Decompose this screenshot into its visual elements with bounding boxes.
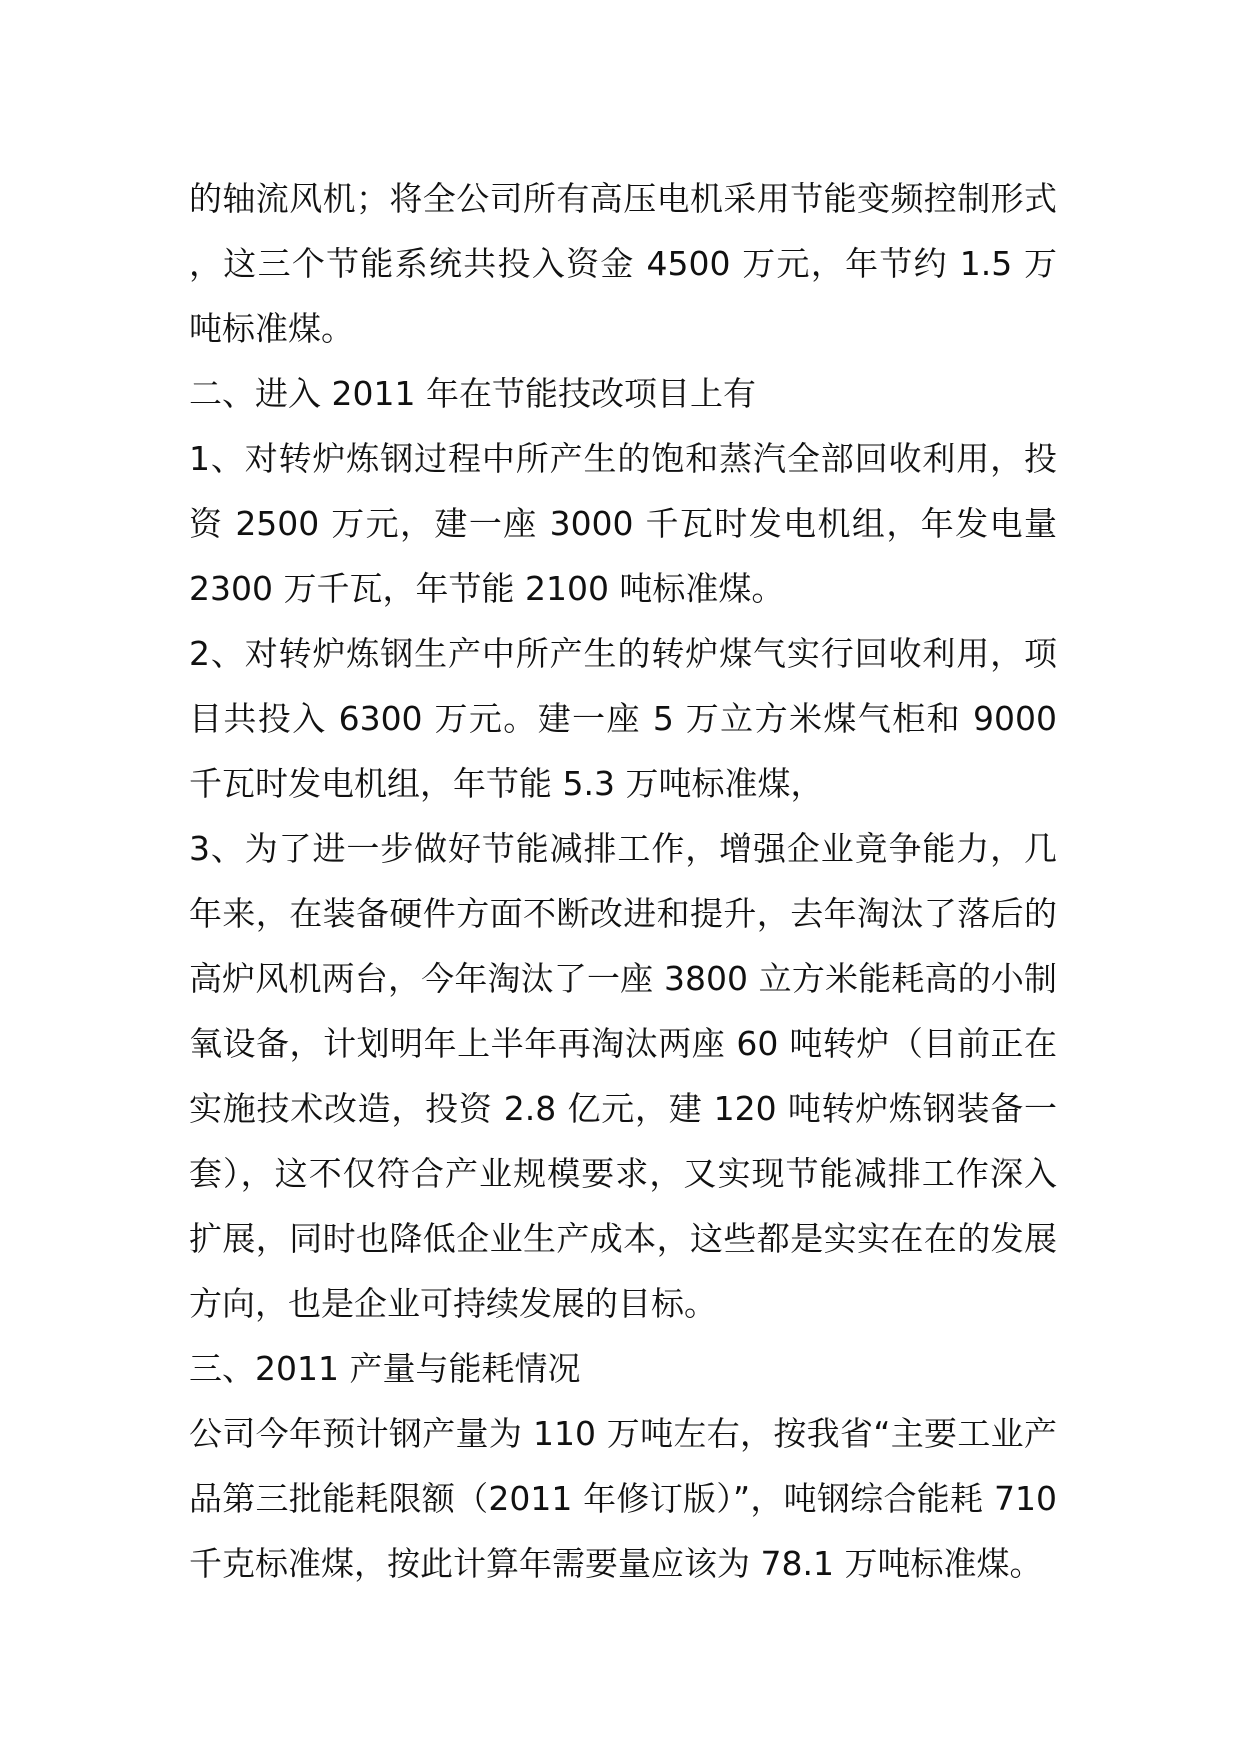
document-body (189, 166, 1057, 1596)
list-item-gas-recovery: 2、对转炉炼钢生产中所产生的转炉煤气实行回收利用，项目共投入 6300 万元。建一座 5 万立方米煤气柜和 9000 千瓦时发电机组，年节能 5.3 万吨标准煤， (189, 634, 1057, 803)
section-heading-output-energy: 三、2011 产量与能耗情况 (189, 1349, 581, 1388)
list-item-steam-recovery: 1、对转炉炼钢过程中所产生的饱和蒸汽全部回收利用，投资 2500 万元，建一座 3000 千瓦时发电机组，年发电量 2300 万千瓦，年节能 2100 吨标准煤。 (189, 439, 1057, 608)
list-item-equipment-upgrade: 3、为了进一步做好节能减排工作，增强企业竟争能力，几年来，在装备硬件方面不断改进和提升，去年淘汰了落后的高炉风机两台，今年淘汰了一座 3800 立方米能耗高的小制氧设备，计划明年上半年再淘汰两座 60 吨转炉（目前正在实施技术改造，投资 2.8 亿元，建 120 吨转炉炼钢装备一套），这不仅符合产业规模要求，又实现节能减排工作深入扩展，同时也降低企业生产成本，这些都是实实在在的发展方向，也是企业可持续发展的目标。 (189, 829, 1057, 1323)
paragraph-output-estimate: 公司今年预计钢产量为 110 万吨左右，按我省“主要工业产品第三批能耗限额（2011 年修订版）”，吨钢综合能耗 710 千克标准煤，按此计算年需要量应该为 78.1 万吨标准煤。 (189, 1414, 1057, 1583)
paragraph-fan-summary: 的轴流风机；将全公司所有高压电机采用节能变频控制形式，这三个节能系统共投入资金 4500 万元，年节约 1.5 万吨标准煤。 (189, 179, 1057, 348)
section-heading-2011-projects: 二、进入 2011 年在节能技改项目上有 (189, 374, 756, 413)
